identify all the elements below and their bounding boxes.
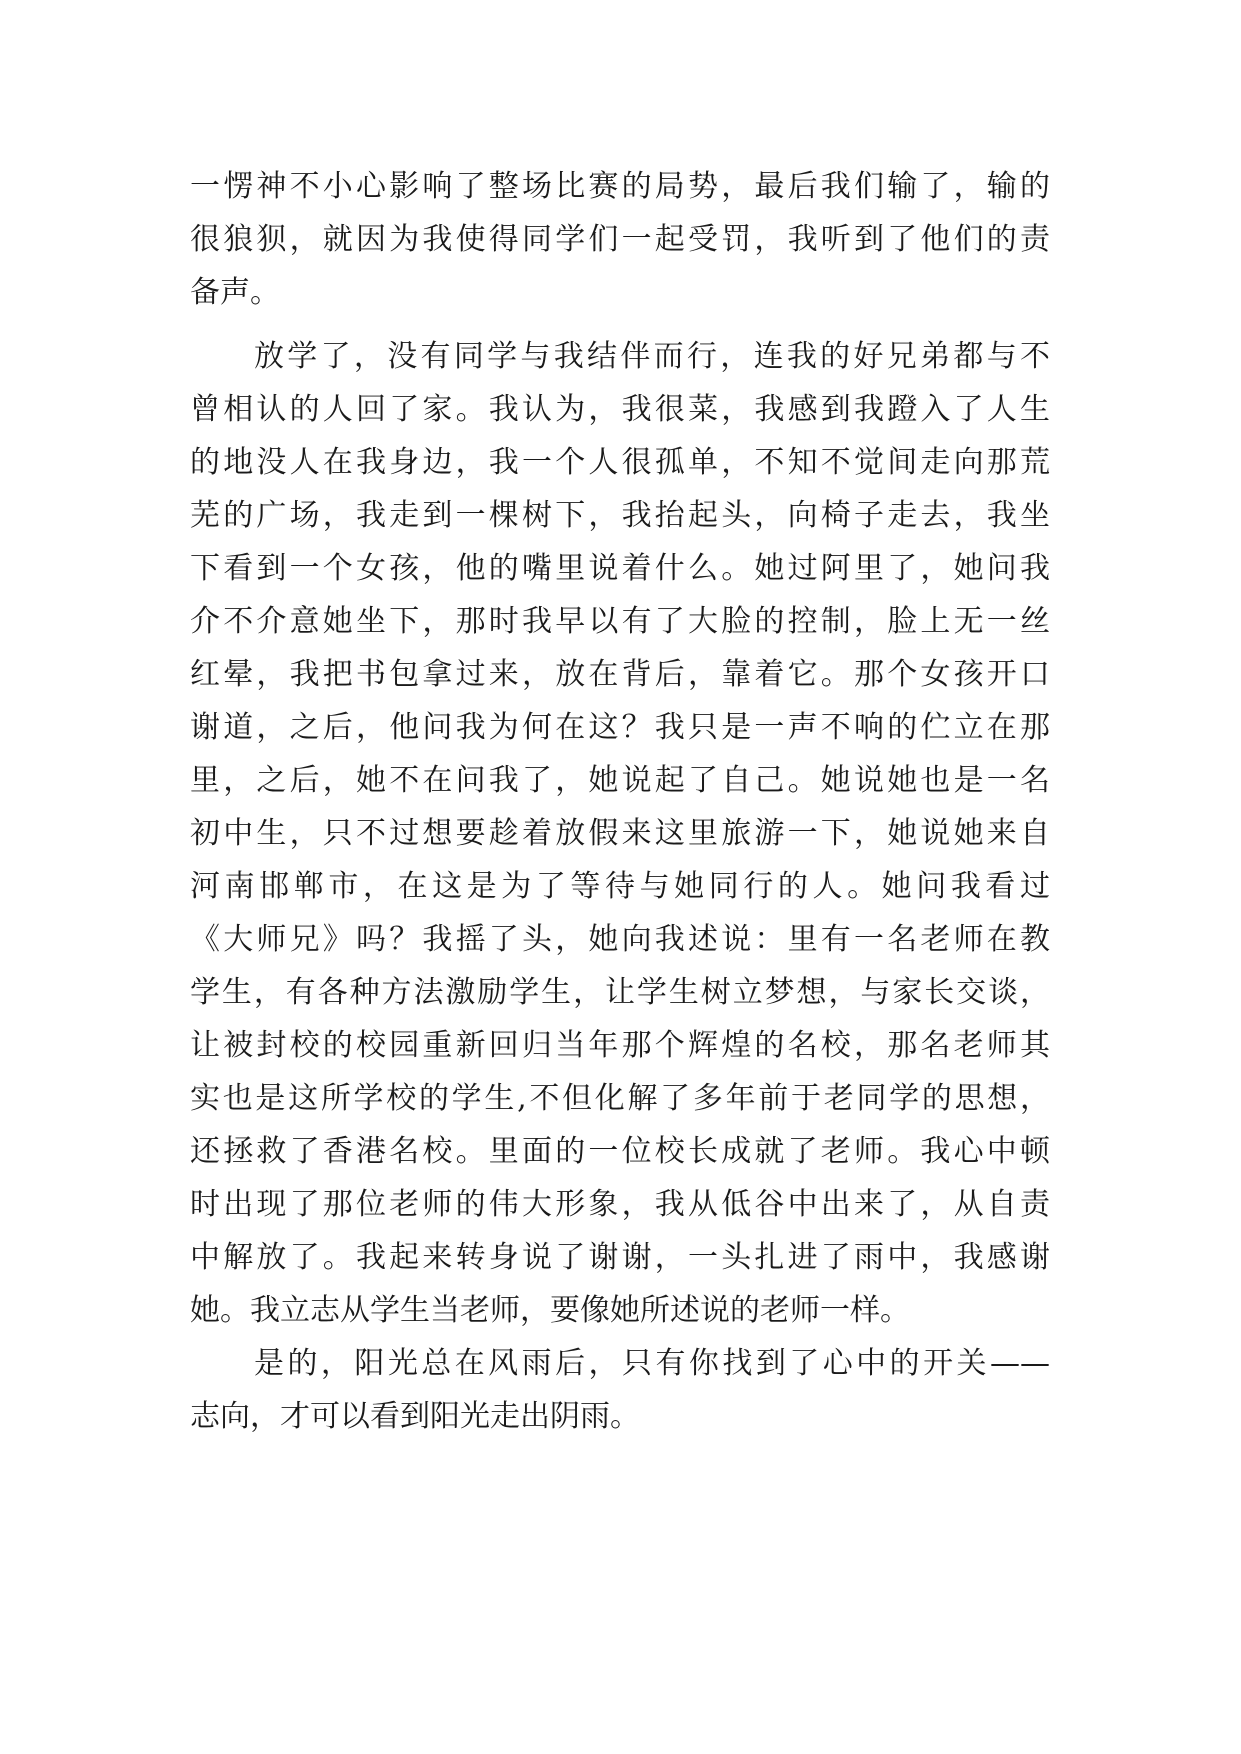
text-line: 的地没人在我身边，我一个人很孤单，不知不觉间走向那荒 bbox=[190, 445, 1050, 480]
text-line: 河南邯郸市，在这是为了等待与她同行的人。她问我看过 bbox=[190, 869, 1050, 904]
text-line: 介不介意她坐下，那时我早以有了大脸的控制，脸上无一丝 bbox=[190, 604, 1050, 639]
text-line: 谢道，之后，他问我为何在这？我只是一声不响的伫立在那 bbox=[190, 710, 1050, 745]
text-line: 中解放了。我起来转身说了谢谢，一头扎进了雨中，我感谢 bbox=[190, 1240, 1050, 1275]
text-line: 很狼狈，就因为我使得同学们一起受罚，我听到了他们的责 bbox=[190, 222, 1050, 257]
text-line: 实也是这所学校的学生,不但化解了多年前于老同学的思想， bbox=[190, 1081, 1050, 1116]
text-line: 下看到一个女孩，他的嘴里说着什么。她过阿里了，她问我 bbox=[190, 551, 1050, 586]
text-line: 让被封校的校园重新回归当年那个辉煌的名校，那名老师其 bbox=[190, 1028, 1050, 1063]
text-line: 里，之后，她不在问我了，她说起了自己。她说她也是一名 bbox=[190, 763, 1050, 798]
text-line: 学生，有各种方法激励学生，让学生树立梦想，与家长交谈， bbox=[190, 975, 1050, 1010]
text-line: 志向，才可以看到阳光走出阴雨。 bbox=[190, 1399, 640, 1434]
text-line: 红晕，我把书包拿过来，放在背后，靠着它。那个女孩开口 bbox=[190, 657, 1050, 692]
text-line: 芜的广场，我走到一棵树下，我抬起头，向椅子走去，我坐 bbox=[190, 498, 1050, 533]
text-line: 时出现了那位老师的伟大形象，我从低谷中出来了，从自责 bbox=[190, 1187, 1050, 1222]
body-text bbox=[190, 160, 1050, 1443]
text-line: 备声。 bbox=[190, 275, 280, 310]
text-line: 是的，阳光总在风雨后，只有你找到了心中的开关—— bbox=[254, 1346, 1050, 1381]
text-line: 放学了，没有同学与我结伴而行，连我的好兄弟都与不 bbox=[254, 339, 1050, 374]
text-line: 一愣神不小心影响了整场比赛的局势，最后我们输了，输的 bbox=[190, 169, 1050, 204]
text-line: 她。我立志从学生当老师，要像她所述说的老师一样。 bbox=[190, 1293, 910, 1328]
text-line: 还拯救了香港名校。里面的一位校长成就了老师。我心中顿 bbox=[190, 1134, 1050, 1169]
text-line: 曾相认的人回了家。我认为，我很菜，我感到我蹬入了人生 bbox=[190, 392, 1050, 427]
text-line: 初中生，只不过想要趁着放假来这里旅游一下，她说她来自 bbox=[190, 816, 1050, 851]
text-line: 《大师兄》吗？我摇了头，她向我述说：里有一名老师在教 bbox=[190, 922, 1050, 957]
